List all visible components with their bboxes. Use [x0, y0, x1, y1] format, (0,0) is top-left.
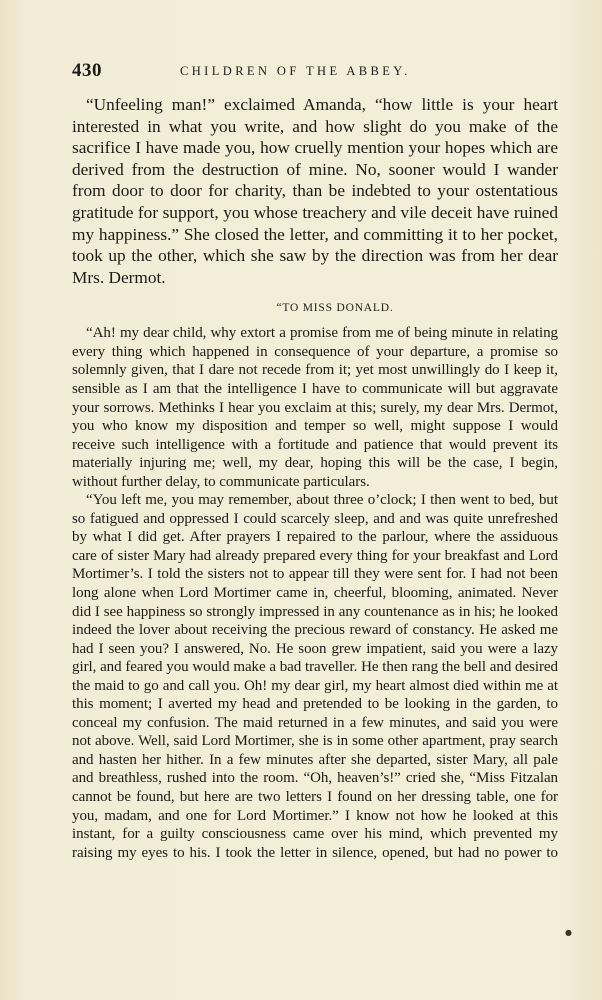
- page-number: 430: [72, 60, 102, 81]
- paragraph-letter-opening: “Ah! my dear child, why extort a promise from me of being minute in relating every thing which happened in consequence of your departure, a promise so solemnly given, that I dare not recede from it; yet most unwillingly do I keep it, sensible as I am that the intelligence I have to communicate will but aggravate your sorrows. Methinks I hear you exclaim at this; surely, my dear Mrs. Dermot, you who know my disposition and temper so well, might suppose I would receive such intelligence with a fortitude and patience that would prevent its materially injuring me; well, my dear, hoping this will be the case, I begin, without further delay, to communicate particulars.: [72, 325, 558, 490]
- page-mark: ●: [565, 928, 572, 937]
- page-header: [72, 60, 550, 82]
- running-head: CHILDREN OF THE ABBEY.: [180, 64, 411, 78]
- letter-heading: “TO MISS DONALD.: [276, 302, 394, 315]
- paragraph-amanda-exclaims: “Unfeeling man!” exclaimed Amanda, “how little is your heart interested in what you write, and how slight do you make of the sacrifice I have made you, how cruelly mention your hopes which are derived from the destruction of mine. No, sooner would I wander from door to door for charity, than be indebted to your ostentatious gratitude for support, you whose treachery and vile deceit have ruined my happiness.” She closed the letter, and committing it to her pocket, took up the other, which she saw by the direction was from her dear Mrs. Dermot.: [72, 95, 558, 287]
- body-text: [72, 94, 558, 862]
- paragraph-letter-narrative: “You left me, you may remember, about three o’clock; I then went to bed, but so fatigued and oppressed I could scarcely sleep, and and was quite unrefreshed by what I did get. After prayers I repaired to the parlour, where the assiduous care of sister Mary had already prepared every thing for your breakfast and Lord Mortimer’s. I told the sisters not to appear till they were sent for. I had not been long alone when Lord Mortimer came in, cheerful, blooming, animated. Never did I see happiness so strongly impressed in any countenance as in his; he looked indeed the lover about receiving the precious reward of constancy. He asked me had I seen you? I answered, No. He soon grew impatient, said you were a lazy girl, and feared you would make a bad traveller. He then rang the bell and desired the maid to go and call you. Oh! my dear girl, my heart almost died within me at this moment; I averted my head and pretended to be looking in the garden, to conceal my confusion. The maid returned in a few minutes, and said you were not above. Well, said Lord Mortimer, she is in some other apartment, pray search and hasten her hither. In a few minutes after she departed, sister Mary, all pale and breathless, rushed into the room. “Oh, heaven’s!” cried she, “Miss Fitzalan cannot be found, but here are two letters I found on her dressing table, one for you, madam, and one for Lord Mortimer.” I know not how he looked at this instant, for a guilty consciousness came over his mind, which prevented my raising my eyes to his. I took the letter in silence, opened, but had no power to: [72, 492, 558, 861]
